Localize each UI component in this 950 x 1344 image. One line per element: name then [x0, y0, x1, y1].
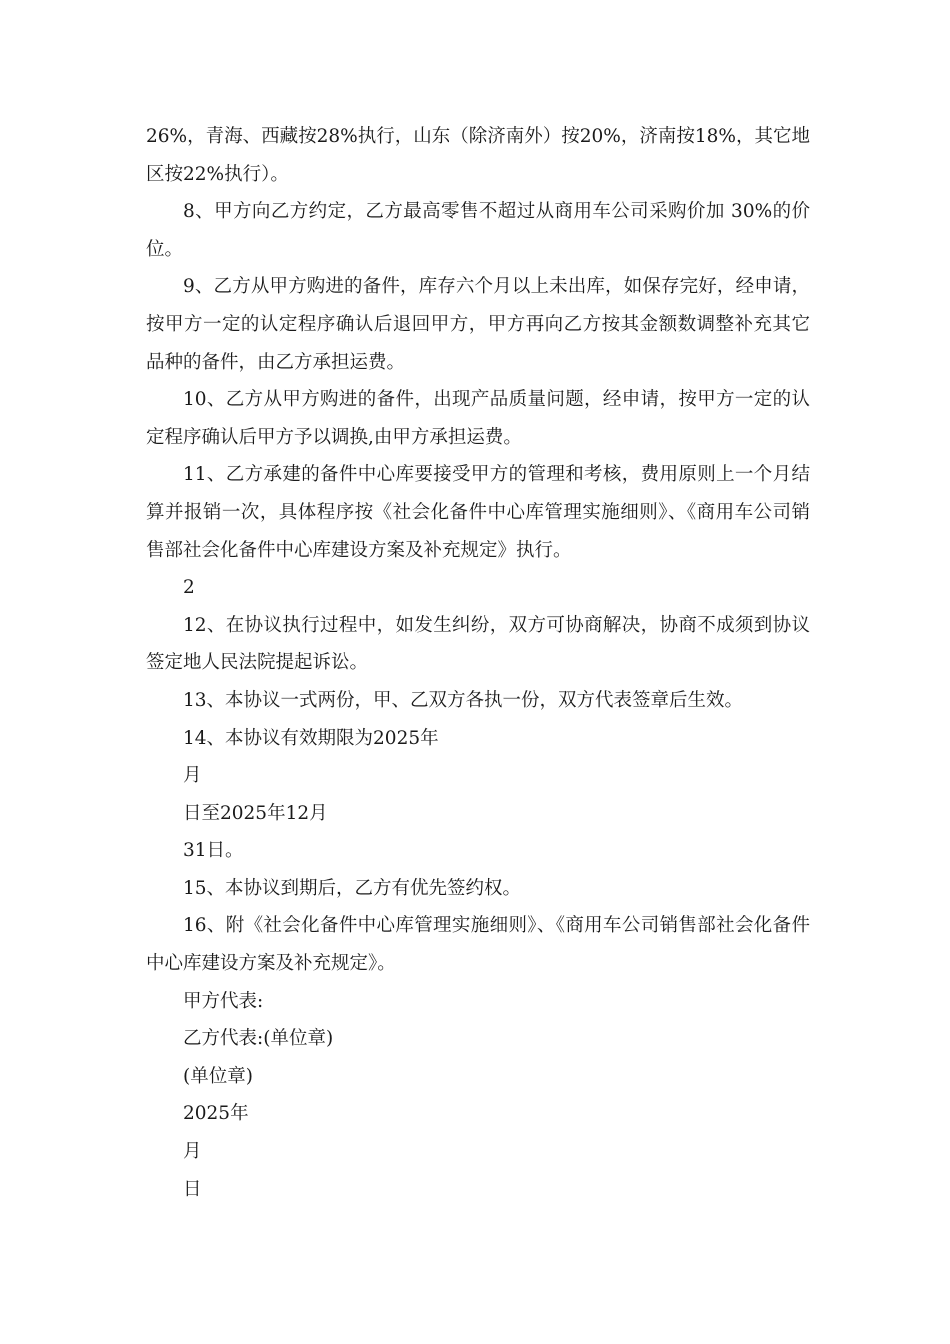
paragraph-7-continued: 26%，青海、西藏按28%执行，山东（除济南外）按20%，济南按18%，其它地区按22%执行）。 — [146, 126, 810, 185]
paragraph-11: 11、乙方承建的备件中心库要接受甲方的管理和考核，费用原则上一个月结算并报销一次，具体程序按《社会化备件中心库管理实施细则》、《商用车公司销售部社会化备件中心库建设方案及补充规定》执行。 — [146, 464, 810, 561]
signature-year: 2025年 — [183, 1103, 249, 1125]
paragraph-15: 15、本协议到期后，乙方有优先签约权。 — [183, 877, 522, 899]
paragraph-14-line3: 日至2025年12月 — [183, 802, 328, 824]
party-b-representative: 乙方代表:(单位章) — [183, 1028, 334, 1050]
paragraph-14-line2: 月 — [183, 765, 202, 787]
page-number: 2 — [183, 577, 195, 599]
paragraph-14-line1: 14、本协议有效期限为2025年 — [183, 727, 439, 749]
paragraph-8: 8、甲方向乙方约定，乙方最高零售不超过从商用车公司采购价加 30%的价位。 — [146, 201, 810, 260]
signature-month: 月 — [183, 1141, 202, 1163]
paragraph-9: 9、乙方从甲方购进的备件，库存六个月以上未出库，如保存完好，经申请，按甲方一定的认定程序确认后退回甲方，甲方再向乙方按其金额数调整补充其它品种的备件，由乙方承担运费。 — [146, 276, 810, 373]
signature-day: 日 — [183, 1178, 202, 1200]
paragraph-13: 13、本协议一式两份，甲、乙双方各执一份，双方代表签章后生效。 — [183, 689, 744, 711]
paragraph-12: 12、在协议执行过程中，如发生纠纷，双方可协商解决，协商不成须到协议签定地人民法院提起诉讼。 — [146, 614, 810, 674]
paragraph-16: 16、附《社会化备件中心库管理实施细则》、《商用车公司销售部社会化备件中心库建设方案及补充规定》。 — [146, 915, 810, 975]
seal-label: (单位章) — [183, 1065, 253, 1087]
paragraph-14-line4: 31日。 — [183, 840, 244, 862]
document-body — [146, 118, 810, 1208]
party-a-representative: 甲方代表: — [183, 990, 264, 1012]
paragraph-10: 10、乙方从甲方购进的备件，出现产品质量问题，经申请，按甲方一定的认定程序确认后甲方予以调换,由甲方承担运费。 — [146, 389, 810, 448]
